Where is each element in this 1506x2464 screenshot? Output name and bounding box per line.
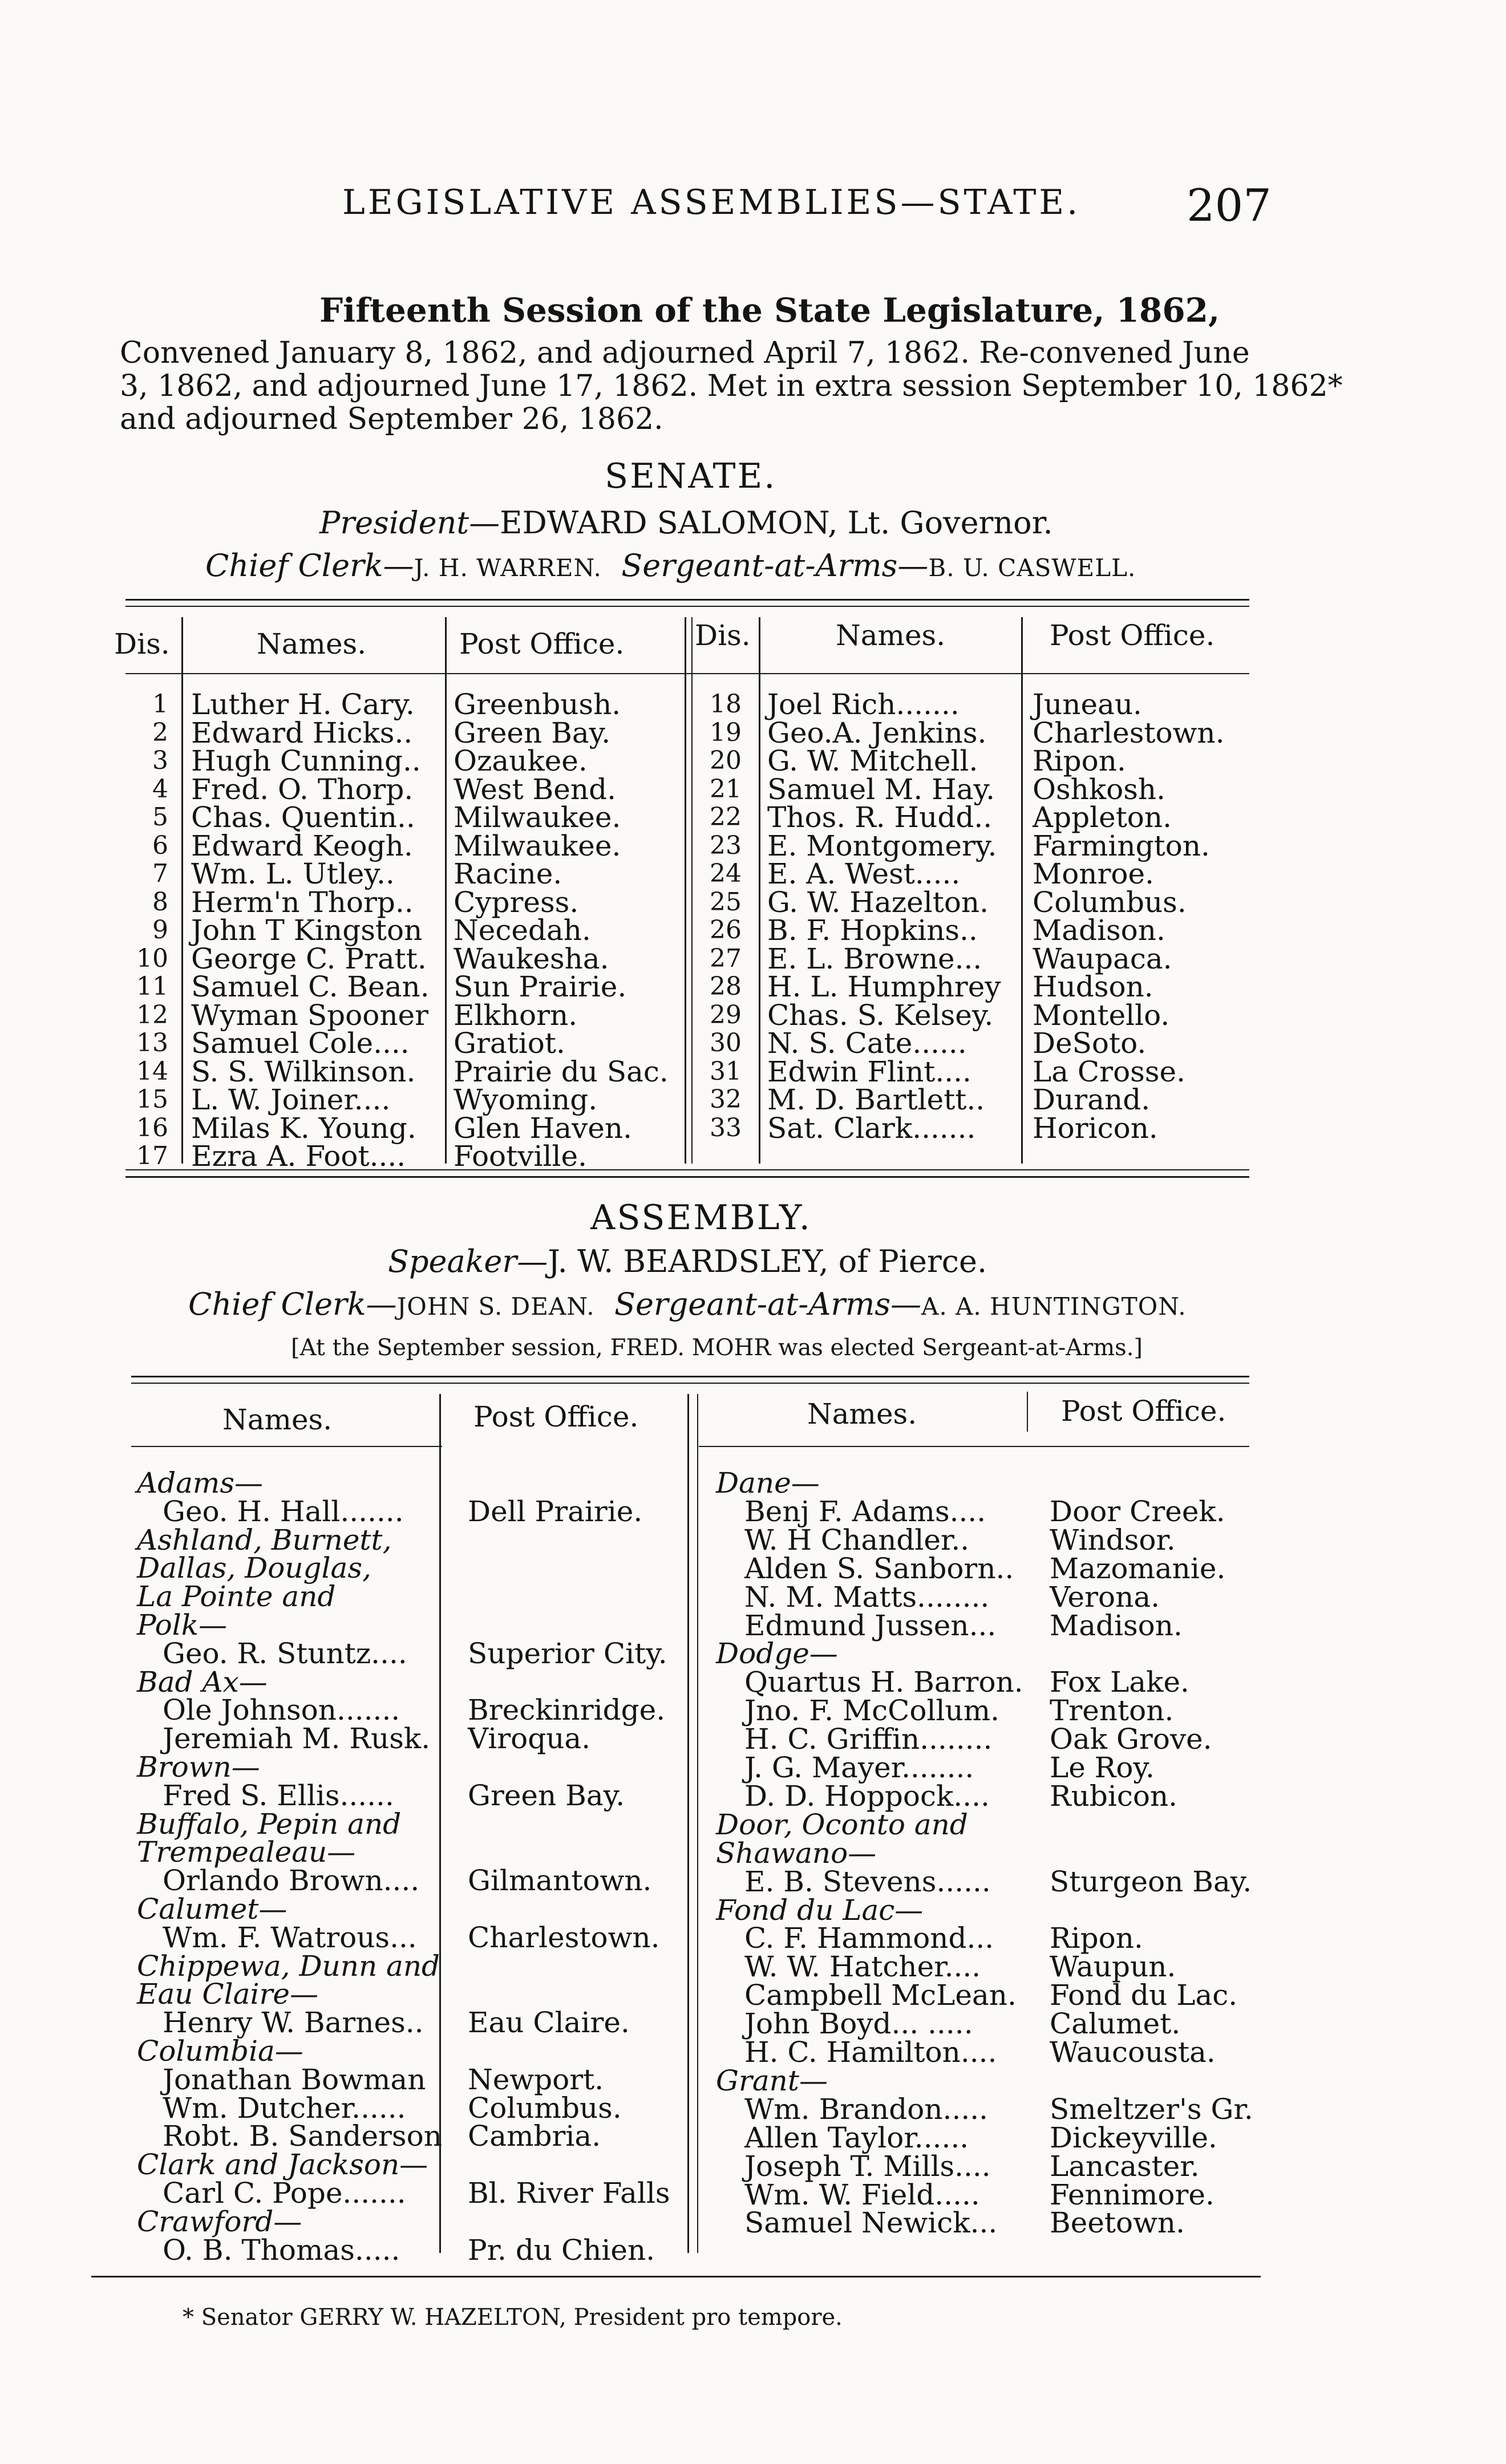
post-office: Juneau. <box>1033 688 1142 721</box>
post-office: Bl. River Falls <box>468 2177 670 2210</box>
chief-clerk-name: J. H. WARREN. <box>414 554 602 582</box>
senate-column-rule <box>181 617 183 1164</box>
post-office: Mazomanie. <box>1050 1551 1226 1585</box>
post-office: Farmington. <box>1033 829 1210 862</box>
chief-clerk-name: JOHN S. DEAN. <box>396 1292 595 1320</box>
member-name: Alden S. Sanborn.. <box>744 1551 1014 1585</box>
senator-name: S. S. Wilkinson. <box>191 1055 416 1088</box>
post-office: Charlestown. <box>468 1920 660 1954</box>
member-name: Quartus H. Barron. <box>744 1665 1023 1699</box>
member-name: John Boyd... ..... <box>744 2007 973 2041</box>
county-label: Polk— <box>137 1608 228 1642</box>
member-name: Wm. Brandon..... <box>744 2092 989 2126</box>
member-name: Jeremiah M. Rusk. <box>163 1722 431 1756</box>
district-number: 11 <box>136 972 168 1001</box>
senator-name: Fred. O. Thorp. <box>191 772 414 806</box>
senator-name: Milas K. Young. <box>191 1111 416 1145</box>
senate-column-rule <box>691 617 693 1164</box>
post-office: Waupaca. <box>1033 942 1172 975</box>
district-number: 15 <box>136 1085 168 1114</box>
senator-name: N. S. Cate...... <box>767 1027 967 1060</box>
post-office: Durand. <box>1033 1083 1151 1116</box>
member-name: Robt. B. Sanderson <box>163 2119 442 2153</box>
post-office: Lancaster. <box>1050 2149 1200 2183</box>
member-name: D. D. Hoppock.... <box>744 1779 990 1813</box>
post-office: Oak Grove. <box>1050 1723 1212 1756</box>
member-name: Fred S. Ellis...... <box>163 1778 394 1812</box>
senator-name: G. W. Mitchell. <box>767 744 978 777</box>
speaker-name: J. W. BEARDSLEY, of Pierce. <box>548 1243 987 1279</box>
assembly-column-rule <box>697 1394 698 2253</box>
post-office: Viroqua. <box>468 1722 591 1756</box>
senator-name: Geo.A. Jenkins. <box>767 716 987 749</box>
post-office: Newport. <box>468 2062 604 2096</box>
chief-clerk-label: Chief Clerk— <box>205 548 414 583</box>
senator-name: Wm. L. Utley.. <box>191 857 395 890</box>
district-number: 25 <box>710 887 742 917</box>
post-office: Waupun. <box>1050 1950 1176 1984</box>
district-number: 14 <box>136 1056 168 1086</box>
member-name: Wm. F. Watrous... <box>163 1920 417 1954</box>
sergeant-label: Sergeant-at-Arms— <box>621 548 929 583</box>
post-office: Columbus. <box>468 2091 622 2125</box>
post-office: Sturgeon Bay. <box>1050 1865 1252 1898</box>
post-office: Wyoming. <box>454 1083 598 1116</box>
member-name: Benj F. Adams.... <box>744 1494 986 1528</box>
county-label: Dane— <box>716 1466 820 1500</box>
dis-header: Dis. <box>695 619 751 652</box>
post-office: Green Bay. <box>468 1778 625 1812</box>
district-number: 3 <box>152 746 168 775</box>
district-number: 12 <box>136 1000 168 1030</box>
member-name: W. H Chandler.. <box>744 1523 970 1557</box>
district-number: 23 <box>710 830 742 860</box>
assembly-officers <box>188 1286 1187 1322</box>
sergeant-name: A. A. HUNTINGTON. <box>921 1292 1187 1320</box>
county-label: Bad Ax— <box>137 1665 268 1699</box>
district-number: 2 <box>152 718 168 747</box>
post-office: Charlestown. <box>1033 716 1225 749</box>
post-office: Smeltzer's Gr. <box>1050 2092 1253 2126</box>
senator-name: Samuel M. Hay. <box>767 772 995 806</box>
sergeant-label: Sergeant-at-Arms— <box>614 1286 922 1322</box>
post-office: Fox Lake. <box>1050 1665 1189 1699</box>
member-name: E. B. Stevens...... <box>744 1865 991 1898</box>
member-name: Carl C. Pope....... <box>163 2177 406 2210</box>
member-name: J. G. Mayer........ <box>744 1751 974 1784</box>
district-number: 31 <box>710 1056 742 1086</box>
district-number: 9 <box>152 915 168 945</box>
post-office: Waucousta. <box>1050 2036 1216 2069</box>
post-office: Hudson. <box>1033 970 1153 1003</box>
running-head: LEGISLATIVE ASSEMBLIES—STATE. <box>342 183 1081 222</box>
senator-name: Samuel Cole.... <box>191 1027 410 1060</box>
county-label: Fond du Lac— <box>716 1893 924 1927</box>
senate-header-rule <box>126 673 1249 674</box>
post-office-header: Post Office. <box>1050 619 1215 652</box>
senate-top-rule <box>126 606 1249 607</box>
county-label: Eau Claire— <box>137 1977 318 2011</box>
post-office: Madison. <box>1033 914 1165 947</box>
senate-column-rule <box>759 617 760 1164</box>
county-label: Brown— <box>137 1750 260 1784</box>
chief-clerk-label: Chief Clerk— <box>188 1286 397 1322</box>
dis-header: Dis. <box>114 627 170 660</box>
assembly-header-rule <box>699 1446 1249 1447</box>
district-number: 13 <box>136 1028 168 1057</box>
member-name: Allen Taylor...... <box>744 2121 969 2154</box>
district-number: 16 <box>136 1113 168 1142</box>
senate-column-rule <box>445 617 447 1164</box>
senate-top-rule <box>126 599 1249 601</box>
post-office: Dickeyville. <box>1050 2121 1217 2154</box>
county-label: Buffalo, Pepin and <box>137 1807 402 1841</box>
senator-name: Ezra A. Foot.... <box>191 1140 406 1173</box>
assembly-heading: ASSEMBLY. <box>590 1198 812 1238</box>
member-name: Samuel Newick... <box>744 2206 998 2240</box>
member-name: Jonathan Bowman <box>163 2062 426 2096</box>
senate-bottom-rule <box>126 1169 1249 1170</box>
post-office: Superior City. <box>468 1636 667 1670</box>
post-office: Sun Prairie. <box>454 970 627 1003</box>
county-label: Chippewa, Dunn and <box>137 1949 440 1983</box>
district-number: 33 <box>710 1113 742 1142</box>
assembly-top-rule <box>131 1376 1249 1377</box>
post-office: DeSoto. <box>1033 1027 1147 1060</box>
senator-name: Edwin Flint.... <box>767 1055 971 1088</box>
page-bottom-rule <box>91 2276 1261 2277</box>
senator-name: Thos. R. Hudd.. <box>767 801 993 834</box>
district-number: 19 <box>710 718 742 747</box>
session-title: Fifteenth Session of the State Legislature, 1862, <box>319 291 1220 330</box>
county-label: Dodge— <box>716 1637 838 1671</box>
senator-name: L. W. Joiner.... <box>191 1083 391 1116</box>
member-name: Geo. R. Stuntz.... <box>163 1636 407 1670</box>
post-office: Horicon. <box>1033 1111 1158 1145</box>
post-office: Appleton. <box>1033 801 1172 834</box>
senator-name: B. F. Hopkins.. <box>767 914 978 947</box>
senator-name: Herm'n Thorp.. <box>191 885 414 919</box>
member-name: Wm. W. Field..... <box>744 2178 980 2211</box>
senate-president <box>319 505 1053 541</box>
assembly-note: [At the September session, FRED. MOHR was elected Sergeant-at-Arms.] <box>291 1335 1143 1361</box>
district-number: 17 <box>136 1141 168 1170</box>
member-name: Joseph T. Mills.... <box>744 2149 991 2183</box>
senate-officers <box>205 548 1136 583</box>
senator-name: Joel Rich....... <box>767 688 960 721</box>
assembly-top-rule <box>131 1383 1249 1384</box>
district-number: 5 <box>152 803 168 832</box>
district-number: 10 <box>136 943 168 973</box>
district-number: 30 <box>710 1028 742 1057</box>
senate-column-rule <box>1021 617 1023 1164</box>
district-number: 27 <box>710 943 742 973</box>
post-office: La Crosse. <box>1033 1055 1185 1088</box>
member-name: Orlando Brown.... <box>163 1864 420 1898</box>
senator-name: Chas. S. Kelsey. <box>767 998 994 1032</box>
post-office: Glen Haven. <box>454 1111 632 1145</box>
speaker-label: Speaker— <box>388 1243 548 1279</box>
post-office: Gilmantown. <box>468 1864 652 1898</box>
county-label: La Pointe and <box>137 1580 336 1614</box>
convened-line: Convened January 8, 1862, and adjourned April 7, 1862. Re-convened June <box>120 336 1250 370</box>
member-name: Edmund Jussen... <box>744 1608 997 1642</box>
post-office: Elkhorn. <box>454 998 578 1032</box>
post-office: Necedah. <box>454 914 591 947</box>
post-office-header: Post Office. <box>1061 1395 1226 1428</box>
district-number: 6 <box>152 830 168 860</box>
district-number: 4 <box>152 774 168 804</box>
senate-bottom-rule <box>126 1176 1249 1178</box>
district-number: 22 <box>710 803 742 832</box>
names-header: Names. <box>836 619 946 652</box>
district-number: 21 <box>710 774 742 804</box>
assembly-column-rule <box>1027 1392 1028 1432</box>
post-office: Verona. <box>1050 1580 1160 1614</box>
post-office: Cypress. <box>454 885 579 919</box>
post-office: Prairie du Sac. <box>454 1055 669 1088</box>
senator-name: Luther H. Cary. <box>191 688 415 721</box>
senator-name: G. W. Hazelton. <box>767 885 989 919</box>
member-name: O. B. Thomas..... <box>163 2233 400 2267</box>
member-name: Henry W. Barnes.. <box>163 2006 424 2040</box>
post-office: Trenton. <box>1050 1694 1174 1728</box>
post-office: Beetown. <box>1050 2206 1185 2240</box>
names-header: Names. <box>807 1397 917 1430</box>
post-office: Rubicon. <box>1050 1779 1178 1813</box>
post-office: Racine. <box>454 857 562 890</box>
post-office: Greenbush. <box>454 688 621 721</box>
county-label: Ashland, Burnett, <box>137 1523 392 1557</box>
post-office-header: Post Office. <box>459 627 625 660</box>
member-name: C. F. Hammond... <box>744 1922 994 1955</box>
post-office: Dell Prairie. <box>468 1494 643 1528</box>
assembly-header-rule <box>131 1446 442 1447</box>
post-office: Ozaukee. <box>454 744 588 777</box>
district-number: 1 <box>152 690 168 719</box>
post-office: Breckinridge. <box>468 1693 666 1727</box>
post-office: Calumet. <box>1050 2007 1181 2041</box>
senator-name: Hugh Cunning.. <box>191 744 421 777</box>
county-label: Clark and Jackson— <box>137 2148 428 2182</box>
convened-paragraph <box>120 336 1343 436</box>
member-name: Jno. F. McCollum. <box>744 1694 999 1728</box>
county-label: Crawford— <box>137 2204 302 2238</box>
member-name: Campbell McLean. <box>744 1979 1017 2012</box>
post-office: Columbus. <box>1033 885 1187 919</box>
president-name: EDWARD SALOMON, Lt. Governor. <box>500 505 1053 541</box>
county-label: Trempealeau— <box>137 1835 356 1869</box>
convened-line: 3, 1862, and adjourned June 17, 1862. Met in extra session September 10, 1862* <box>120 369 1343 403</box>
county-label: Grant— <box>716 2064 828 2097</box>
member-name: Geo. H. Hall....... <box>163 1494 404 1528</box>
assembly-speaker <box>388 1243 987 1279</box>
senator-name: John T Kingston <box>191 914 423 947</box>
member-name: N. M. Matts........ <box>744 1580 990 1614</box>
post-office: Ripon. <box>1033 744 1126 777</box>
post-office: Ripon. <box>1050 1922 1143 1955</box>
post-office: West Bend. <box>454 772 616 806</box>
county-label: Door, Oconto and <box>716 1808 968 1841</box>
senate-column-rule <box>685 617 686 1164</box>
post-office: Madison. <box>1050 1608 1183 1642</box>
post-office: Fond du Lac. <box>1050 1979 1238 2012</box>
names-header: Names. <box>257 627 367 660</box>
county-label: Dallas, Douglas, <box>137 1551 371 1585</box>
senator-name: George C. Pratt. <box>191 942 427 975</box>
county-label: Calumet— <box>137 1892 288 1926</box>
member-name: H. C. Griffin........ <box>744 1723 993 1756</box>
county-label: Shawano— <box>716 1836 877 1870</box>
post-office: Cambria. <box>468 2119 601 2153</box>
post-office: Milwaukee. <box>454 801 621 834</box>
post-office: Montello. <box>1033 998 1170 1032</box>
senator-name: H. L. Humphrey <box>767 970 1001 1003</box>
post-office: Fennimore. <box>1050 2178 1214 2211</box>
senator-name: M. D. Bartlett.. <box>767 1083 985 1116</box>
post-office: Waukesha. <box>454 942 609 975</box>
county-label: Adams— <box>137 1466 263 1500</box>
post-office: Door Creek. <box>1050 1494 1225 1528</box>
president-label: President— <box>319 505 500 541</box>
footnote: * Senator GERRY W. HAZELTON, President pro tempore. <box>183 2304 843 2331</box>
county-label: Columbia— <box>137 2035 303 2068</box>
post-office: Le Roy. <box>1050 1751 1155 1784</box>
member-name: H. C. Hamilton.... <box>744 2036 997 2069</box>
post-office: Eau Claire. <box>468 2006 630 2040</box>
member-name: W. W. Hatcher.... <box>744 1950 981 1984</box>
senator-name: Wyman Spooner <box>191 998 429 1032</box>
convened-line: and adjourned September 26, 1862. <box>120 402 663 436</box>
member-name: Ole Johnson....... <box>163 1693 400 1727</box>
post-office: Pr. du Chien. <box>468 2233 655 2267</box>
district-number: 26 <box>710 915 742 945</box>
post-office: Monroe. <box>1033 857 1154 890</box>
member-name: Wm. Dutcher...... <box>163 2091 406 2125</box>
district-number: 20 <box>710 746 742 775</box>
post-office: Footville. <box>454 1140 587 1173</box>
district-number: 28 <box>710 972 742 1001</box>
senator-name: Edward Keogh. <box>191 829 413 862</box>
district-number: 24 <box>710 859 742 888</box>
senate-heading: SENATE. <box>605 456 777 496</box>
district-number: 29 <box>710 1000 742 1030</box>
senator-name: Chas. Quentin.. <box>191 801 415 834</box>
names-header: Names. <box>222 1403 333 1436</box>
assembly-column-rule <box>687 1394 689 2253</box>
district-number: 18 <box>710 690 742 719</box>
post-office-header: Post Office. <box>473 1400 639 1433</box>
senator-name: E. Montgomery. <box>767 829 997 862</box>
post-office: Windsor. <box>1050 1523 1176 1557</box>
senator-name: E. L. Browne... <box>767 942 982 975</box>
district-number: 32 <box>710 1085 742 1114</box>
post-office: Green Bay. <box>454 716 611 749</box>
page-number: 207 <box>1187 180 1272 232</box>
senator-name: E. A. West..... <box>767 857 961 890</box>
district-number: 8 <box>152 887 168 917</box>
sergeant-name: B. U. CASWELL. <box>928 554 1136 582</box>
senator-name: Samuel C. Bean. <box>191 970 430 1003</box>
senator-name: Edward Hicks.. <box>191 716 413 749</box>
post-office: Oshkosh. <box>1033 772 1166 806</box>
district-number: 7 <box>152 859 168 888</box>
post-office: Milwaukee. <box>454 829 621 862</box>
post-office: Gratiot. <box>454 1027 565 1060</box>
senator-name: Sat. Clark....... <box>767 1111 976 1145</box>
